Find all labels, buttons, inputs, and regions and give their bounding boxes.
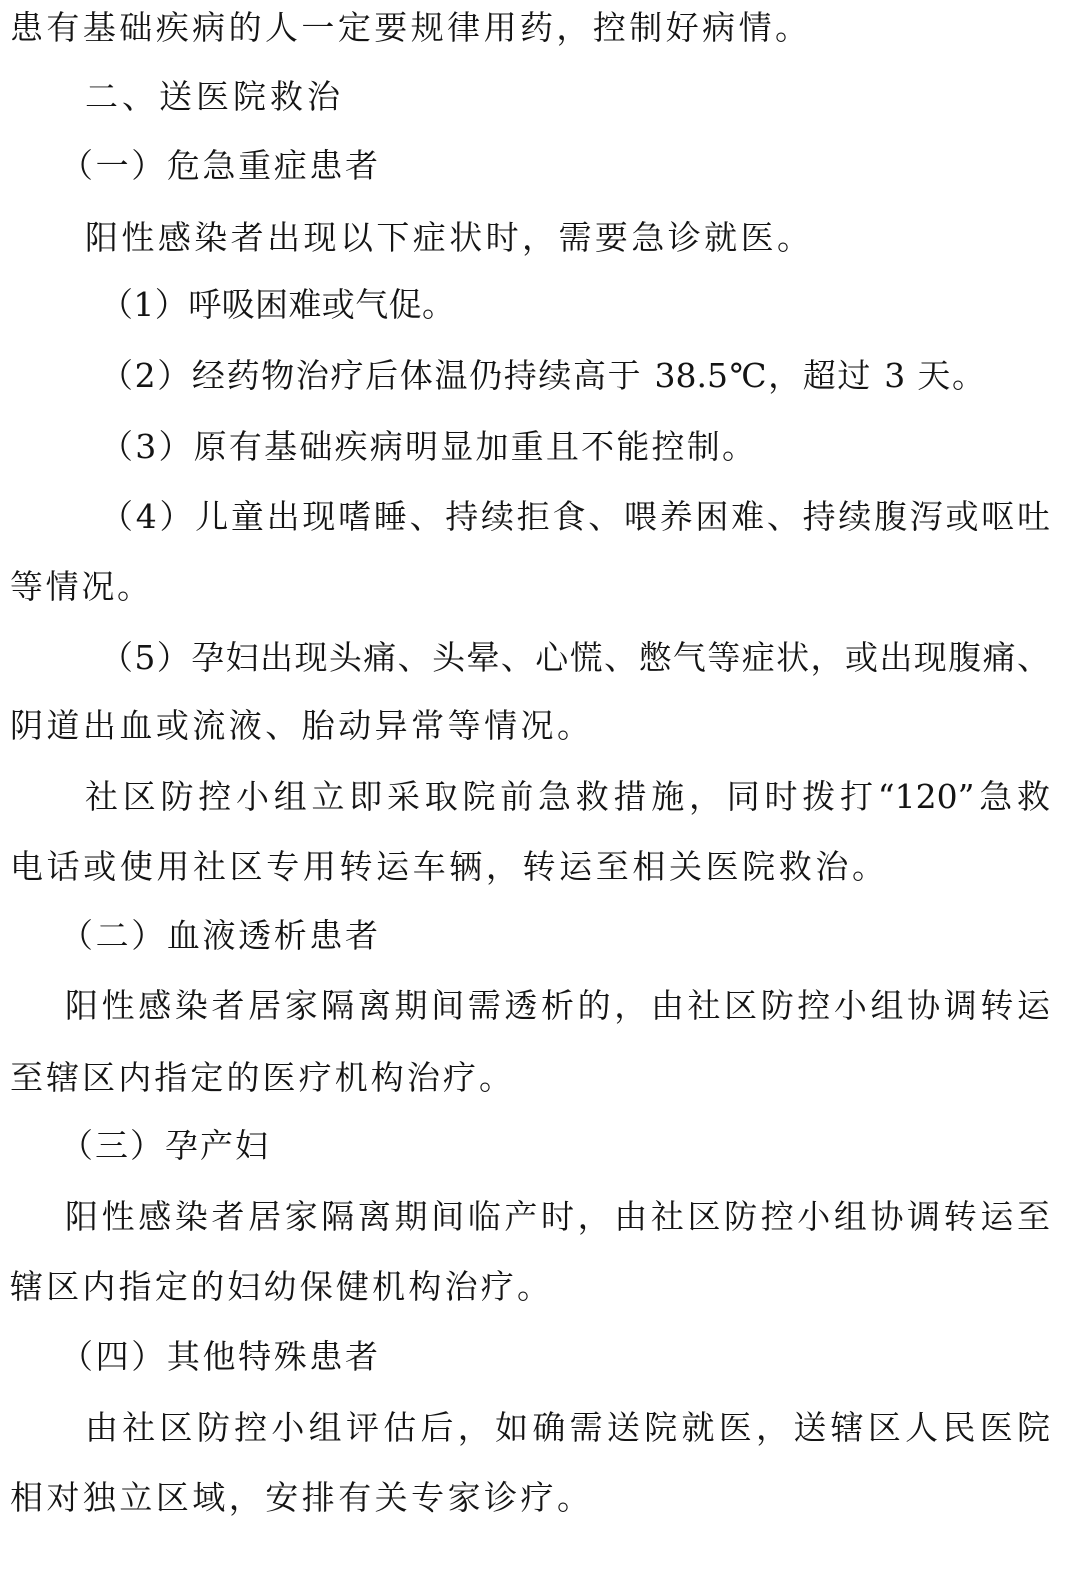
body-line: 患有基础疾病的人一定要规律用药，控制好病情。 xyxy=(10,8,808,47)
list-item: （1）呼吸困难或气促。 xyxy=(100,285,455,324)
list-item: （2）经药物治疗后体温仍持续高于 38.5℃，超过 3 天。 xyxy=(100,356,985,395)
list-item: （4）儿童出现嗜睡、持续拒食、喂养困难、持续腹泻或呕吐 xyxy=(100,497,1050,536)
body-line: 由社区防控小组评估后，如确需送院就医，送辖区人民医院 xyxy=(85,1408,1050,1447)
section-heading: 二、送医院救治 xyxy=(85,77,340,116)
list-item: （3）原有基础疾病明显加重且不能控制。 xyxy=(100,427,755,466)
body-line: 相对独立区域，安排有关专家诊疗。 xyxy=(10,1478,590,1517)
body-line: 至辖区内指定的医疗机构治疗。 xyxy=(10,1058,512,1097)
body-line: 阳性感染者居家隔离期间临产时，由社区防控小组协调转运至 xyxy=(65,1197,1050,1236)
body-line: 辖区内指定的妇幼保健机构治疗。 xyxy=(10,1267,550,1306)
body-line: 社区防控小组立即采取院前急救措施，同时拨打“120”急救 xyxy=(85,777,1050,816)
body-line: 阳性感染者出现以下症状时，需要急诊就医。 xyxy=(85,218,810,257)
subsection-heading: （三）孕产妇 xyxy=(60,1126,268,1165)
body-line: 阳性感染者居家隔离期间需透析的，由社区防控小组协调转运 xyxy=(65,986,1050,1025)
list-item-continuation: 阴道出血或流液、胎动异常等情况。 xyxy=(10,706,590,745)
subsection-heading: （四）其他特殊患者 xyxy=(60,1337,378,1376)
subsection-heading: （一）危急重症患者 xyxy=(60,146,378,185)
body-line: 电话或使用社区专用转运车辆，转运至相关医院救治。 xyxy=(10,847,885,886)
list-item: （5）孕妇出现头痛、头晕、心慌、憋气等症状，或出现腹痛、 xyxy=(100,638,1050,677)
subsection-heading: （二）血液透析患者 xyxy=(60,916,378,955)
list-item-continuation: 等情况。 xyxy=(10,567,150,606)
